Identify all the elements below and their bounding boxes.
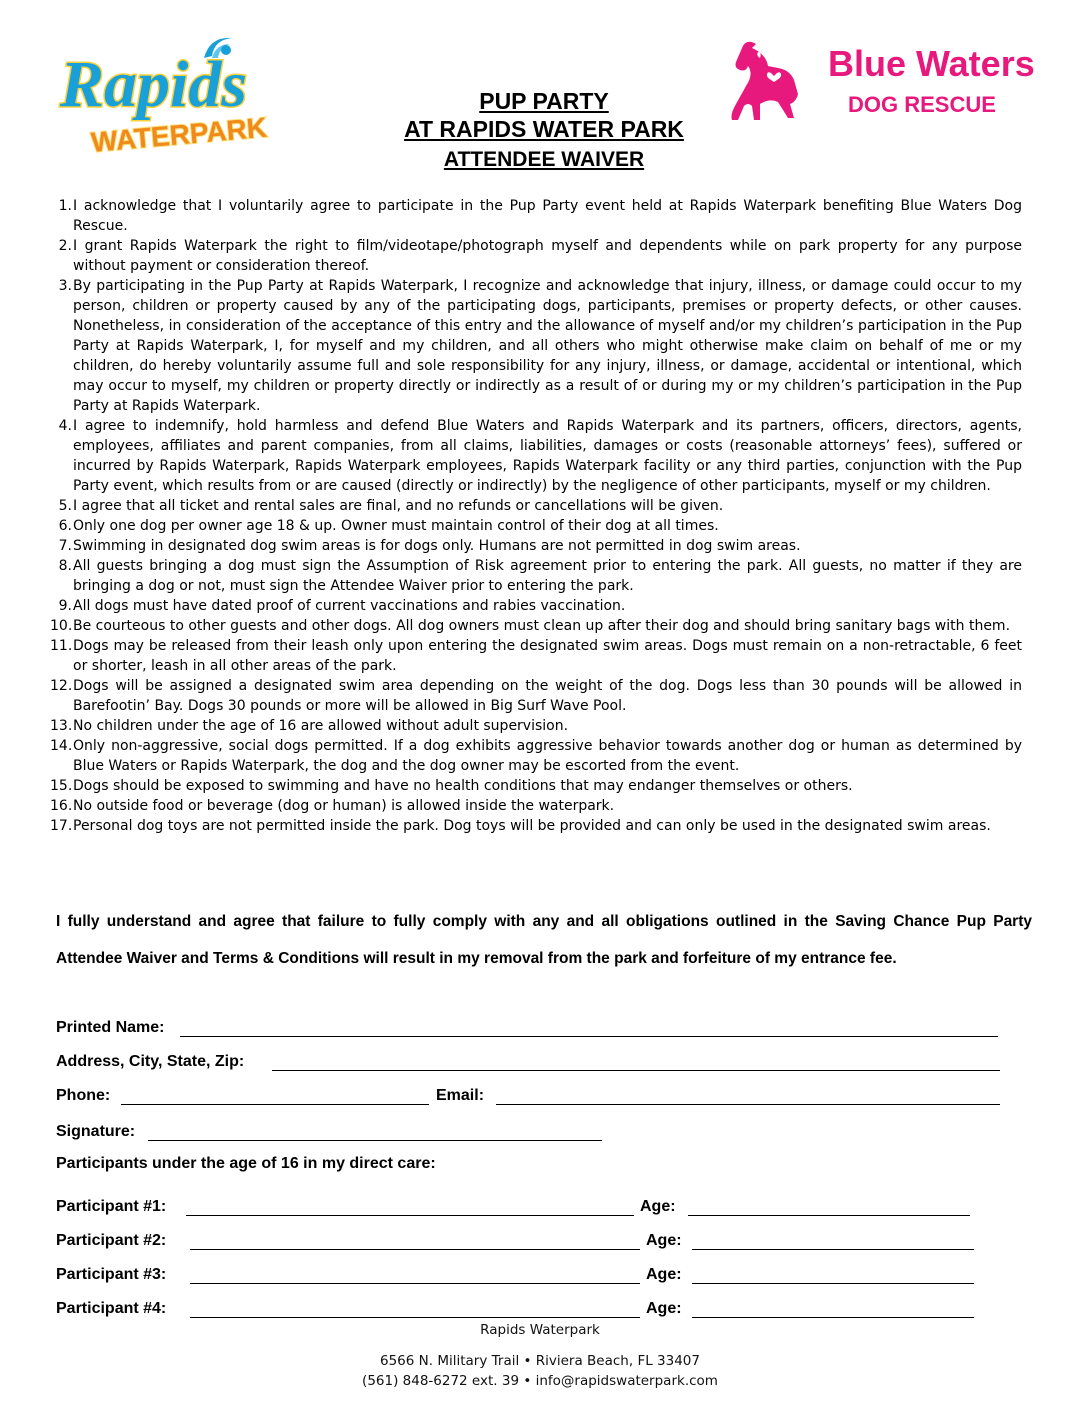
- participant-4-label: Participant #4:: [56, 1300, 167, 1317]
- participant-1-age-field[interactable]: [688, 1215, 970, 1216]
- term-number: 16.: [50, 798, 73, 814]
- email-label: Email:: [436, 1087, 485, 1104]
- term-text: By participating in the Pup Party at Rapids Waterpark, I recognize and acknowledge that injury, illness, or damage could occur to my person, children or property caused by any of the participating dogs, participants, premises or property defects, or other causes. Nonetheless, in consideration of the acceptance of this entry and the allowance of myself and/or my children’s participation in the Pup Party at Rapids Waterpark, I, for myself and my children, and all others who might otherwise make claim on behalf of me or my children, do hereby voluntarily assume full and sole responsibility for any injury, illness, or damage, accidental or intentional, which may occur to myself, my children or property directly or indirectly as a result of or during my or my children’s participation in the Pup Party at Rapids Waterpark.: [73, 278, 1022, 414]
- dog-rescue-text: DOG RESCUE: [848, 92, 996, 117]
- participant-3-label: Participant #3:: [56, 1266, 167, 1283]
- term-text: Swimming in designated dog swim areas is for dogs only. Humans are not permitted in dog swim areas.: [73, 538, 801, 554]
- participant-2-age-label: Age:: [646, 1232, 682, 1249]
- term-item: [50, 636, 1022, 676]
- term-item: [50, 676, 1022, 716]
- title-line-1: PUP PARTY: [479, 88, 609, 114]
- term-text: Only one dog per owner age 18 & up. Owner must maintain control of their dog at all times.: [73, 518, 719, 534]
- footer-name: Rapids Waterpark: [480, 1322, 600, 1338]
- rapids-waterpark-logo: [56, 28, 288, 164]
- waiver-terms-list: [50, 196, 1022, 836]
- term-number: 9.: [58, 598, 72, 614]
- term-item: [50, 236, 1022, 276]
- term-text: I grant Rapids Waterpark the right to film/videotape/photograph myself and dependents while on park property for any purpose without payment or consideration thereof.: [73, 238, 1022, 274]
- term-item: [50, 796, 1022, 816]
- term-number: 7.: [58, 538, 72, 554]
- document-title: [340, 88, 748, 176]
- term-item: [50, 596, 1022, 616]
- participant-2-label: Participant #2:: [56, 1232, 167, 1249]
- term-text: No outside food or beverage (dog or human) is allowed inside the waterpark.: [73, 798, 615, 814]
- footer: [260, 1320, 820, 1391]
- term-number: 13.: [50, 718, 73, 734]
- term-text: Be courteous to other guests and other dogs. All dog owners must clean up after their dog and should bring sanitary bags with them.: [73, 618, 1011, 634]
- participant-4-name-field[interactable]: [190, 1317, 640, 1318]
- blue-waters-dog-rescue-logo: [700, 36, 1050, 122]
- term-number: 17.: [50, 818, 73, 834]
- term-number: 4.: [58, 418, 72, 434]
- term-number: 2.: [58, 238, 72, 254]
- participant-1-label: Participant #1:: [56, 1198, 167, 1215]
- term-number: 10.: [50, 618, 73, 634]
- signature-field[interactable]: [148, 1140, 602, 1141]
- term-number: 8.: [58, 558, 72, 574]
- rapids-logo-text: Rapids: [60, 48, 248, 121]
- signature-label: Signature:: [56, 1123, 136, 1140]
- address-label: Address, City, State, Zip:: [56, 1053, 245, 1070]
- term-text: Dogs will be assigned a designated swim area depending on the weight of the dog. Dogs less than 30 pounds will be allowed in Barefootin’ Bay. Dogs 30 pounds or more will be allowed in Big Surf Wave Pool.: [73, 678, 1022, 714]
- term-text: I acknowledge that I voluntarily agree to participate in the Pup Party event held at Rapids Waterpark benefiting Blue Waters Dog Rescue.: [73, 198, 1022, 234]
- term-text: Personal dog toys are not permitted inside the park. Dog toys will be provided and can only be used in the designated swim areas.: [73, 818, 991, 834]
- waterpark-logo-text: WATERPARK: [89, 111, 269, 158]
- term-text: All dogs must have dated proof of current vaccinations and rabies vaccination.: [73, 598, 626, 614]
- footer-contact: (561) 848-6272 ext. 39 • info@rapidswaterpark.com: [362, 1373, 718, 1389]
- phone-label: Phone:: [56, 1087, 111, 1104]
- term-number: 5.: [58, 498, 72, 514]
- term-item: [50, 816, 1022, 836]
- term-number: 15.: [50, 778, 73, 794]
- term-item: [50, 516, 1022, 536]
- term-number: 14.: [50, 738, 73, 754]
- agreement-statement: I fully understand and agree that failure to fully comply with any and all obligations outlined in the Saving Chance Pup Party Attendee Waiver and Terms & Conditions will result in my removal from the park and forfeiture of my entrance fee.: [56, 913, 1032, 967]
- title-line-2: AT RAPIDS WATER PARK: [404, 116, 684, 142]
- printed-name-field[interactable]: [180, 1036, 998, 1037]
- term-number: 3.: [58, 278, 72, 294]
- term-item: [50, 616, 1022, 636]
- email-field[interactable]: [496, 1104, 1000, 1105]
- term-item: [50, 416, 1022, 496]
- term-item: [50, 496, 1022, 516]
- term-text: Only non-aggressive, social dogs permitted. If a dog exhibits aggressive behavior towards another dog or human as determined by Blue Waters or Rapids Waterpark, the dog and the dog owner may be escorted from the event.: [73, 738, 1022, 774]
- footer-address: 6566 N. Military Trail • Riviera Beach, FL 33407: [380, 1353, 700, 1369]
- term-text: Dogs should be exposed to swimming and have no health conditions that may endanger themselves or others.: [73, 778, 853, 794]
- participant-1-age-label: Age:: [640, 1198, 676, 1215]
- term-number: 12.: [50, 678, 73, 694]
- participant-2-name-field[interactable]: [190, 1249, 640, 1250]
- term-item: [50, 536, 1022, 556]
- term-number: 11.: [50, 638, 73, 654]
- participant-3-age-label: Age:: [646, 1266, 682, 1283]
- term-item: [50, 776, 1022, 796]
- term-number: 1.: [58, 198, 72, 214]
- term-text: All guests bringing a dog must sign the Assumption of Risk agreement prior to entering the park. All guests, no matter if they are bringing a dog or not, must sign the Attendee Waiver prior to entering the park.: [73, 558, 1022, 594]
- blue-waters-text: Blue Waters: [828, 43, 1035, 84]
- participant-3-age-field[interactable]: [692, 1283, 974, 1284]
- term-item: [50, 736, 1022, 776]
- term-item: [50, 716, 1022, 736]
- term-text: No children under the age of 16 are allowed without adult supervision.: [73, 718, 569, 734]
- term-item: [50, 196, 1022, 236]
- participant-3-name-field[interactable]: [190, 1283, 640, 1284]
- phone-field[interactable]: [121, 1104, 429, 1105]
- participant-2-age-field[interactable]: [692, 1249, 974, 1250]
- participant-4-age-field[interactable]: [692, 1317, 974, 1318]
- title-line-3: ATTENDEE WAIVER: [443, 148, 645, 171]
- term-text: Dogs may be released from their leash only upon entering the designated swim areas. Dogs must remain on a non-retractable, 6 feet or shorter, leash in all other areas of the park.: [73, 638, 1022, 674]
- term-text: I agree to indemnify, hold harmless and defend Blue Waters and Rapids Waterpark and its partners, officers, directors, agents, employees, affiliates and parent companies, from all claims, liabilities, damages or costs (reasonable attorneys’ fees), suffered or incurred by Rapids Waterpark, Rapids Waterpark employees, Rapids Waterpark facility or any third parties, conjunction with the Pup Party event, which results from or are caused (directly or indirectly) by the negligence of other participants, myself or my children.: [73, 418, 1022, 494]
- term-number: 6.: [58, 518, 72, 534]
- participant-4-age-label: Age:: [646, 1300, 682, 1317]
- printed-name-label: Printed Name:: [56, 1019, 165, 1036]
- participants-heading: Participants under the age of 16 in my direct care:: [56, 1155, 436, 1172]
- term-text: I agree that all ticket and rental sales are final, and no refunds or cancellations will be given.: [73, 498, 724, 514]
- address-field[interactable]: [272, 1070, 1000, 1071]
- participant-1-name-field[interactable]: [186, 1215, 634, 1216]
- term-item: [50, 276, 1022, 416]
- term-item: [50, 556, 1022, 596]
